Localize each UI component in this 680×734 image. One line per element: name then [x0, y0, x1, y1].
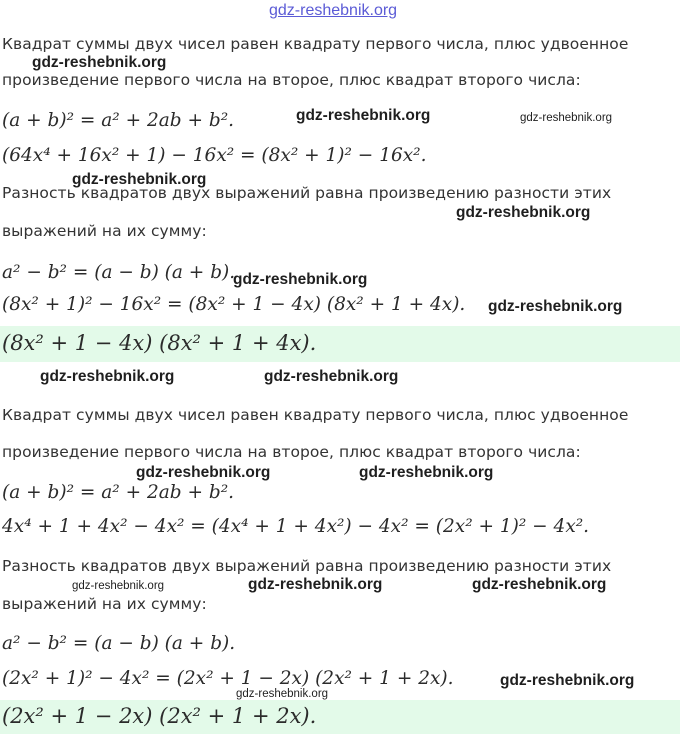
transform-expression: 4x⁴ + 1 + 4x² − 4x² = (4x⁴ + 1 + 4x²) − 4x² = (2x² + 1)² − 4x².: [2, 516, 590, 537]
answer-2: (2x² + 1 − 2x) (2x² + 1 + 2x).: [2, 704, 317, 728]
watermark: gdz-reshebnik.org: [472, 576, 607, 593]
watermark: gdz-reshebnik.org: [72, 171, 207, 188]
watermark: gdz-reshebnik.org: [359, 464, 494, 481]
rule-diff-line-1: Разность квадратов двух выражений равна произведению разности этих: [2, 184, 612, 202]
rule-square-line-2: произведение первого числа на второе, плюс квадрат второго числа:: [2, 71, 581, 89]
watermark: gdz-reshebnik.org: [264, 368, 399, 385]
rule-square-line-1: Квадрат суммы двух чисел равен квадрату первого числа, плюс удвоенное: [2, 406, 629, 424]
watermark-small: gdz-reshebnik.org: [520, 112, 613, 124]
rule-diff-line-2: выражений на их сумму:: [2, 222, 207, 240]
formula-square: (a + b)² = a² + 2ab + b².: [2, 110, 234, 131]
watermark: gdz-reshebnik.org: [248, 576, 383, 593]
watermark-small: gdz-reshebnik.org: [72, 580, 165, 592]
watermark: gdz-reshebnik.org: [296, 107, 431, 124]
watermark: gdz-reshebnik.org: [456, 204, 591, 221]
watermark: gdz-reshebnik.org: [488, 298, 623, 315]
formula-diff: a² − b² = (a − b) (a + b).: [2, 633, 236, 654]
formula-diff: a² − b² = (a − b) (a + b).: [2, 262, 236, 283]
transform-expression: (64x⁴ + 16x² + 1) − 16x² = (8x² + 1)² − 16x².: [2, 145, 427, 166]
watermark-link[interactable]: gdz-reshebnik.org: [269, 2, 398, 19]
factor-expression: (2x² + 1)² − 4x² = (2x² + 1 − 2x) (2x² + 1 + 2x).: [2, 668, 454, 689]
watermark: gdz-reshebnik.org: [233, 271, 368, 288]
watermark: gdz-reshebnik.org: [136, 464, 271, 481]
rule-square-line-2: произведение первого числа на второе, плюс квадрат второго числа:: [2, 443, 581, 461]
answer-1: (8x² + 1 − 4x) (8x² + 1 + 4x).: [2, 331, 317, 355]
watermark: gdz-reshebnik.org: [32, 54, 167, 71]
rule-diff-line-1: Разность квадратов двух выражений равна произведению разности этих: [2, 557, 612, 575]
watermark: gdz-reshebnik.org: [40, 368, 175, 385]
factor-expression: (8x² + 1)² − 16x² = (8x² + 1 − 4x) (8x² + 1 + 4x).: [2, 294, 466, 315]
formula-square: (a + b)² = a² + 2ab + b².: [2, 482, 234, 503]
rule-square-line-1: Квадрат суммы двух чисел равен квадрату первого числа, плюс удвоенное: [2, 35, 629, 53]
watermark-small: gdz-reshebnik.org: [236, 688, 329, 700]
watermark: gdz-reshebnik.org: [500, 672, 635, 689]
rule-diff-line-2: выражений на их сумму:: [2, 595, 207, 613]
